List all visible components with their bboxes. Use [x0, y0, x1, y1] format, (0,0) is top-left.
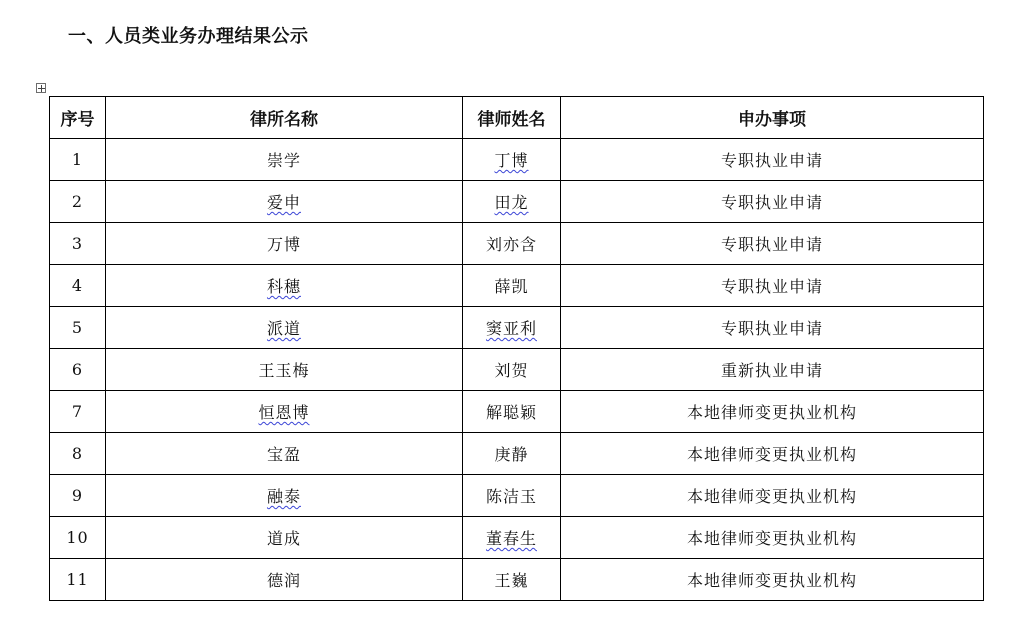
cell-lawyer-name: [463, 475, 561, 517]
cell-law-firm-name: [106, 223, 463, 265]
cell-serial-number-text: 5: [71, 318, 84, 337]
cell-serial-number-text: 2: [71, 192, 84, 211]
results-table: [49, 96, 984, 601]
cell-lawyer-name-text: 王巍: [494, 571, 529, 590]
header-serial-number: 序号: [50, 97, 106, 139]
cell-application-item-text: 专职执业申请: [720, 319, 823, 338]
cell-lawyer-name-text: 田龙: [494, 193, 529, 212]
cell-serial-number-text: 8: [71, 444, 84, 463]
cell-serial-number: [50, 517, 106, 559]
table-move-handle-icon[interactable]: [36, 83, 46, 93]
table-body: [50, 139, 984, 601]
cell-application-item: [561, 559, 984, 601]
cell-law-firm-name: [106, 349, 463, 391]
cell-lawyer-name: [463, 307, 561, 349]
cell-application-item: [561, 223, 984, 265]
cell-application-item-text: 本地律师变更执业机构: [686, 487, 857, 506]
cell-law-firm-name: [106, 517, 463, 559]
cell-law-firm-name-text: 宝盈: [266, 445, 301, 464]
table-row: [50, 475, 984, 517]
cell-law-firm-name: [106, 307, 463, 349]
cell-serial-number-text: 10: [66, 528, 89, 547]
cell-law-firm-name-text: 爱申: [266, 193, 301, 212]
cell-law-firm-name-text: 科穗: [266, 277, 301, 296]
cell-lawyer-name: [463, 433, 561, 475]
cell-serial-number: [50, 139, 106, 181]
cell-law-firm-name-text: 恒恩博: [258, 403, 310, 422]
cell-lawyer-name: [463, 139, 561, 181]
cell-serial-number-text: 7: [71, 402, 84, 421]
section-heading: 一、人员类业务办理结果公示: [68, 26, 309, 47]
table-header-row: [50, 97, 984, 139]
cell-serial-number: [50, 181, 106, 223]
cell-application-item-text: 本地律师变更执业机构: [686, 571, 857, 590]
table-row: [50, 181, 984, 223]
cell-application-item-text: 本地律师变更执业机构: [686, 529, 857, 548]
cell-serial-number: [50, 223, 106, 265]
cell-law-firm-name-text: 王玉梅: [258, 361, 310, 380]
cell-lawyer-name-text: 丁博: [494, 151, 529, 170]
table-row: [50, 433, 984, 475]
cell-application-item: [561, 265, 984, 307]
cell-application-item-text: 专职执业申请: [720, 193, 823, 212]
cell-serial-number: [50, 475, 106, 517]
cell-lawyer-name-text: 庚静: [494, 445, 529, 464]
cell-serial-number: [50, 307, 106, 349]
cell-serial-number-text: 4: [71, 276, 84, 295]
cell-application-item-text: 专职执业申请: [720, 151, 823, 170]
table-row: [50, 307, 984, 349]
table-row: [50, 349, 984, 391]
cell-serial-number-text: 3: [71, 234, 84, 253]
cell-lawyer-name-text: 董春生: [485, 529, 537, 548]
cell-law-firm-name-text: 派道: [266, 319, 301, 338]
table-row: [50, 139, 984, 181]
cell-serial-number: [50, 265, 106, 307]
cell-lawyer-name-text: 刘贺: [494, 361, 529, 380]
cell-serial-number-text: 6: [71, 360, 84, 379]
cell-law-firm-name: [106, 139, 463, 181]
cell-lawyer-name-text: 窦亚利: [485, 319, 537, 338]
cell-application-item: [561, 181, 984, 223]
cell-law-firm-name: [106, 391, 463, 433]
cell-serial-number: [50, 391, 106, 433]
cell-application-item-text: 专职执业申请: [720, 235, 823, 254]
cell-law-firm-name: [106, 559, 463, 601]
cell-serial-number-text: 9: [71, 486, 84, 505]
cell-law-firm-name-text: 德润: [266, 571, 301, 590]
cell-law-firm-name: [106, 265, 463, 307]
cell-lawyer-name: [463, 223, 561, 265]
cell-lawyer-name-text: 陈洁玉: [485, 487, 537, 506]
cell-law-firm-name: [106, 433, 463, 475]
table-row: [50, 391, 984, 433]
cell-application-item: [561, 349, 984, 391]
cell-application-item: [561, 517, 984, 559]
cell-serial-number: [50, 349, 106, 391]
table-row: [50, 517, 984, 559]
header-application-item: 申办事项: [561, 97, 984, 139]
cell-lawyer-name-text: 刘亦含: [485, 235, 537, 254]
cell-lawyer-name: [463, 181, 561, 223]
header-law-firm-name: 律所名称: [106, 97, 463, 139]
table-row: [50, 559, 984, 601]
cell-application-item: [561, 391, 984, 433]
cell-application-item: [561, 433, 984, 475]
cell-application-item-text: 本地律师变更执业机构: [686, 403, 857, 422]
cell-serial-number-text: 1: [71, 150, 84, 169]
cell-application-item-text: 专职执业申请: [720, 277, 823, 296]
cell-application-item: [561, 139, 984, 181]
cell-law-firm-name-text: 万博: [266, 235, 301, 254]
cell-application-item-text: 本地律师变更执业机构: [686, 445, 857, 464]
cell-law-firm-name-text: 崇学: [266, 151, 301, 170]
header-lawyer-name: 律师姓名: [463, 97, 561, 139]
cell-application-item: [561, 475, 984, 517]
cell-serial-number: [50, 433, 106, 475]
cell-lawyer-name: [463, 559, 561, 601]
cell-serial-number-text: 11: [66, 570, 89, 589]
cell-lawyer-name-text: 解聪颖: [485, 403, 537, 422]
cell-lawyer-name: [463, 391, 561, 433]
cell-application-item-text: 重新执业申请: [720, 361, 823, 380]
cell-law-firm-name: [106, 181, 463, 223]
cell-law-firm-name-text: 道成: [266, 529, 301, 548]
cell-application-item: [561, 307, 984, 349]
cell-lawyer-name: [463, 349, 561, 391]
cell-law-firm-name-text: 融泰: [266, 487, 301, 506]
cell-law-firm-name: [106, 475, 463, 517]
cell-lawyer-name: [463, 265, 561, 307]
cell-lawyer-name: [463, 517, 561, 559]
table-row: [50, 265, 984, 307]
cell-lawyer-name-text: 薛凯: [494, 277, 529, 296]
cell-serial-number: [50, 559, 106, 601]
table-row: [50, 223, 984, 265]
